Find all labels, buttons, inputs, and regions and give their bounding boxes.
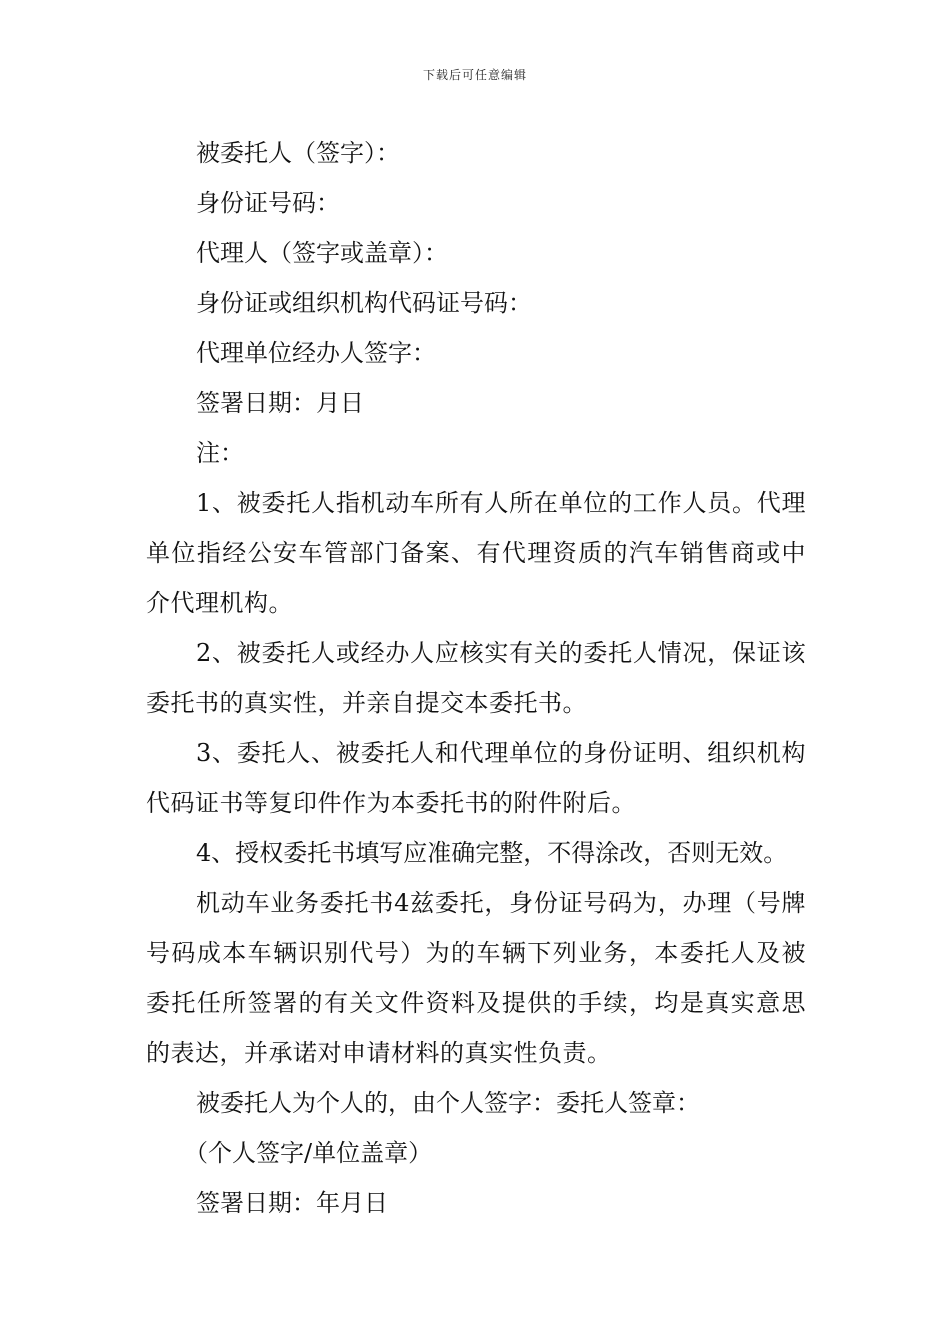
- trustee-signature-line: 被委托人（签字）：: [196, 139, 400, 167]
- signature-type-line: （个人签字/单位盖章）: [184, 1139, 433, 1167]
- agent-handler-signature-line: 代理单位经办人签字：: [196, 339, 436, 367]
- note-item-3: 3、委托人、被委托人和代理单位的身份证明、组织机构代码证书等复印件作为本委托书的附件附后。: [146, 739, 806, 817]
- note-item-2: 2、被委托人或经办人应核实有关的委托人情况，保证该委托书的真实性，并亲自提交本委托书。: [146, 639, 806, 717]
- id-number-line: 身份证号码：: [196, 189, 340, 217]
- sign-date-line-1: 签署日期：月日: [196, 389, 364, 417]
- note-item-4: 4、授权委托书填写应准确完整，不得涂改，否则无效。: [196, 839, 788, 867]
- document-body: [146, 128, 806, 1228]
- delegation-paragraph: 机动车业务委托书4兹委托，身份证号码为，办理（号牌号码成本车辆识别代号）为的车辆下列业务，本委托人及被委托任所签署的有关文件资料及提供的手续，均是真实意思的表达，并承诺对申请材料的真实性负责。: [146, 889, 806, 1067]
- agent-signature-line: 代理人（签字或盖章）：: [196, 239, 448, 267]
- id-or-org-code-line: 身份证或组织机构代码证号码：: [196, 289, 532, 317]
- notes-label: 注：: [196, 439, 244, 467]
- note-item-1: 1、被委托人指机动车所有人所在单位的工作人员。代理单位指经公安车管部门备案、有代理资质的汽车销售商或中介代理机构。: [146, 489, 806, 617]
- header-note: 下载后可任意编辑: [422, 68, 527, 82]
- individual-signature-line: 被委托人为个人的，由个人签字：委托人签章：: [196, 1089, 700, 1117]
- sign-date-line-2: 签署日期：年月日: [196, 1189, 388, 1217]
